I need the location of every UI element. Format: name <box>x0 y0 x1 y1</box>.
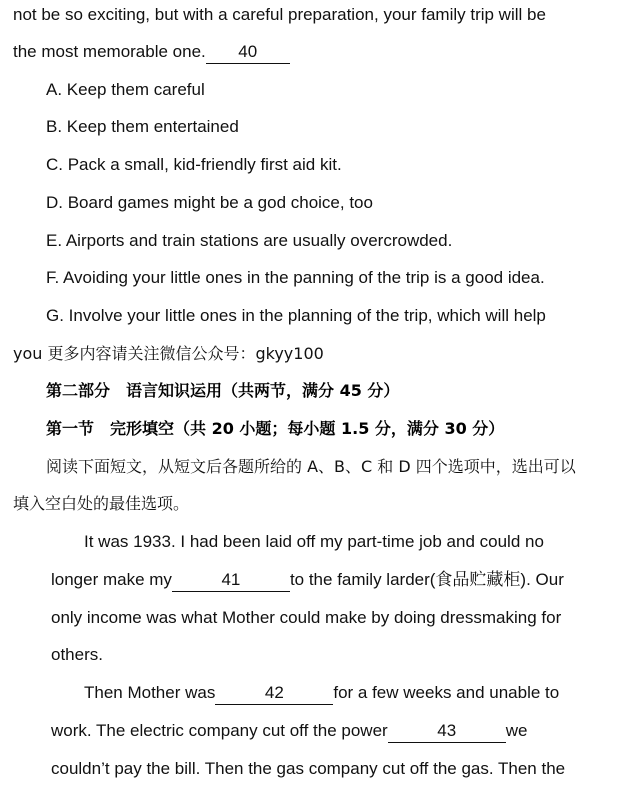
intro-line-2-text: the most memorable one. <box>13 42 206 61</box>
passage-p1-line-2-after: to the family larder(食品贮藏柜). Our <box>289 570 564 589</box>
passage-p1-line-1: It was 1933. I had been laid off my part-time job and could no <box>84 532 544 551</box>
passage-p2-line-1-before: Then Mother was <box>84 683 216 702</box>
answer-blank-40[interactable]: 40 <box>206 42 290 64</box>
passage-p2-line-1 <box>84 681 559 705</box>
option-g-continuation: you 更多内容请关注微信公众号：gkyy100 <box>13 344 324 363</box>
option-c: C. Pack a small, kid-friendly first aid kit. <box>46 155 342 174</box>
answer-blank-43[interactable]: 43 <box>388 721 506 743</box>
passage-p1-line-2 <box>51 568 564 592</box>
instructions-line-1: 阅读下面短文，从短文后各题所给的 A、B、C 和 D 四个选项中，选出可以 <box>46 457 576 476</box>
passage-p1-line-4: others. <box>51 645 103 664</box>
option-d: D. Board games might be a god choice, too <box>46 193 373 212</box>
section-heading: 第二部分 语言知识运用（共两节，满分 45 分） <box>46 381 400 400</box>
passage-p2-line-2-before: work. The electric company cut off the power <box>51 721 388 740</box>
option-g: G. Involve your little ones in the planning of the trip, which will help <box>46 306 546 325</box>
passage-p1-line-2-before: longer make my <box>51 570 172 589</box>
option-f: F. Avoiding your little ones in the panning of the trip is a good idea. <box>46 268 545 287</box>
passage-p2-line-2 <box>51 719 527 743</box>
answer-blank-42[interactable]: 42 <box>215 683 333 705</box>
intro-line-2 <box>13 40 290 64</box>
passage-p2-line-2-after: we <box>505 721 528 740</box>
option-e: E. Airports and train stations are usually overcrowded. <box>46 231 453 250</box>
option-a: A. Keep them careful <box>46 80 205 99</box>
passage-p2-line-1-after: for a few weeks and unable to <box>333 683 560 702</box>
option-b: B. Keep them entertained <box>46 117 239 136</box>
passage-p1-line-3: only income was what Mother could make by doing dressmaking for <box>51 608 562 627</box>
instructions-line-2: 填入空白处的最佳选项。 <box>13 494 190 513</box>
intro-line-1: not be so exciting, but with a careful preparation, your family trip will be <box>13 5 546 24</box>
subsection-heading: 第一节 完形填空（共 20 小题；每小题 1.5 分，满分 30 分） <box>46 419 505 438</box>
passage-p2-line-3: couldn’t pay the bill. Then the gas company cut off the gas. Then the <box>51 759 566 778</box>
answer-blank-41[interactable]: 41 <box>172 570 290 592</box>
